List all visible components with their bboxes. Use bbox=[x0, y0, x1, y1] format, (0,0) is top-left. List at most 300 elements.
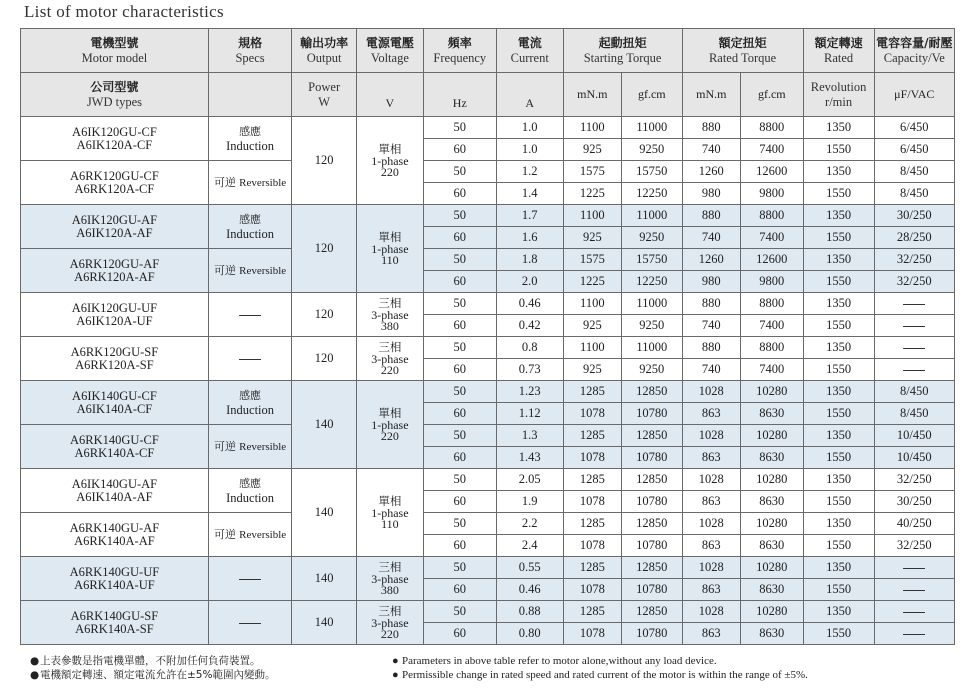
table-row bbox=[21, 161, 955, 183]
current-cell: 0.55 bbox=[496, 557, 563, 579]
power-cell: 120 bbox=[292, 117, 357, 205]
motor-model-name: A6RK140GU-AF bbox=[69, 520, 160, 535]
capacity-cell: 8/450 bbox=[874, 183, 954, 205]
phase-zh: 三相 bbox=[378, 560, 402, 574]
motor-model-cell bbox=[21, 557, 209, 601]
header-jwd-types: 公司型號 JWD types bbox=[21, 73, 209, 117]
voltage-cell bbox=[357, 381, 424, 469]
rated-speed-cell: 1350 bbox=[803, 425, 874, 447]
voltage-cell bbox=[357, 117, 424, 205]
reversible-zh: 可逆 bbox=[213, 263, 236, 277]
rated-torque-gfcm-cell: 10280 bbox=[741, 601, 804, 623]
table-row bbox=[21, 513, 955, 535]
capacity-cell: 6/450 bbox=[874, 139, 954, 161]
phase-en: 1-phase bbox=[371, 506, 409, 520]
specs-cell bbox=[208, 557, 291, 601]
specs-cell bbox=[208, 117, 291, 161]
motor-model-name: A6IK140GU-CF bbox=[72, 388, 157, 403]
rated-torque-gfcm-cell: 8800 bbox=[741, 205, 804, 227]
rated-speed-cell: 1550 bbox=[803, 271, 874, 293]
capacity-cell: 32/250 bbox=[874, 469, 954, 491]
header-power: 輸出功率 Output bbox=[292, 29, 357, 73]
motor-model-cell bbox=[21, 205, 209, 249]
dash-mark bbox=[239, 315, 261, 316]
phase-zh: 單相 bbox=[378, 406, 402, 420]
spec-en: Induction bbox=[226, 227, 275, 241]
header-frequency: 頻率 Frequency bbox=[423, 29, 496, 73]
capacity-cell: 40/250 bbox=[874, 513, 954, 535]
capacity-cell bbox=[874, 557, 954, 579]
rated-torque-gfcm-cell: 8800 bbox=[741, 293, 804, 315]
note-en-2: ● Permissible change in rated speed and rated current of the motor is within the range of ±5%. bbox=[392, 669, 808, 681]
spec-zh: 感應 bbox=[239, 389, 262, 402]
specs-cell bbox=[208, 161, 291, 205]
frequency-cell: 60 bbox=[423, 491, 496, 513]
phase-zh: 單相 bbox=[378, 494, 402, 508]
rated-torque-gfcm-cell: 12600 bbox=[741, 161, 804, 183]
voltage-value: 380 bbox=[380, 583, 399, 597]
reversible-zh: 可逆 bbox=[213, 439, 236, 453]
starting-torque-gfcm-cell: 10780 bbox=[622, 579, 683, 601]
starting-torque-gfcm-cell: 11000 bbox=[622, 117, 683, 139]
specs-cell bbox=[208, 293, 291, 337]
capacity-cell: 8/450 bbox=[874, 161, 954, 183]
frequency-cell: 60 bbox=[423, 227, 496, 249]
rated-speed-cell: 1550 bbox=[803, 183, 874, 205]
motor-model-cell bbox=[21, 381, 209, 425]
starting-torque-mnm-cell: 1285 bbox=[563, 381, 621, 403]
rated-speed-cell: 1350 bbox=[803, 557, 874, 579]
current-cell: 1.9 bbox=[496, 491, 563, 513]
current-cell: 2.4 bbox=[496, 535, 563, 557]
starting-torque-gfcm-cell: 10780 bbox=[622, 491, 683, 513]
capacity-cell bbox=[874, 579, 954, 601]
power-cell: 140 bbox=[292, 469, 357, 557]
starting-torque-mnm-cell: 1575 bbox=[563, 161, 621, 183]
rated-torque-gfcm-cell: 10280 bbox=[741, 469, 804, 491]
starting-torque-mnm-cell: 1078 bbox=[563, 403, 621, 425]
current-cell: 0.88 bbox=[496, 601, 563, 623]
rated-speed-cell: 1550 bbox=[803, 535, 874, 557]
starting-torque-mnm-cell: 1100 bbox=[563, 337, 621, 359]
current-cell: 1.0 bbox=[496, 117, 563, 139]
frequency-cell: 60 bbox=[423, 139, 496, 161]
starting-torque-gfcm-cell: 12850 bbox=[622, 381, 683, 403]
header-capacity: 電容容量/耐壓 Capacity/Ve bbox=[874, 29, 954, 73]
starting-torque-gfcm-cell: 11000 bbox=[622, 293, 683, 315]
motor-model-name: A6RK140A-SF bbox=[75, 621, 154, 636]
rated-torque-mnm-cell: 1028 bbox=[682, 381, 740, 403]
power-cell: 140 bbox=[292, 557, 357, 601]
table-row bbox=[21, 601, 955, 623]
current-cell: 1.23 bbox=[496, 381, 563, 403]
power-cell: 120 bbox=[292, 337, 357, 381]
dash-mark bbox=[903, 370, 925, 371]
frequency-cell: 50 bbox=[423, 117, 496, 139]
starting-torque-gfcm-cell: 10780 bbox=[622, 447, 683, 469]
phase-zh: 三相 bbox=[378, 340, 402, 354]
frequency-cell: 50 bbox=[423, 425, 496, 447]
current-cell: 1.3 bbox=[496, 425, 563, 447]
starting-torque-mnm-cell: 925 bbox=[563, 315, 621, 337]
starting-torque-mnm-cell: 1225 bbox=[563, 183, 621, 205]
starting-torque-mnm-cell: 1078 bbox=[563, 579, 621, 601]
motor-model-name: A6RK120A-AF bbox=[74, 269, 155, 284]
rated-torque-mnm-cell: 1028 bbox=[682, 469, 740, 491]
frequency-cell: 50 bbox=[423, 249, 496, 271]
dash-mark bbox=[903, 348, 925, 349]
current-cell: 1.7 bbox=[496, 205, 563, 227]
motor-model-name: A6RK140GU-CF bbox=[69, 432, 159, 447]
rated-speed-cell: 1350 bbox=[803, 381, 874, 403]
rated-torque-gfcm-cell: 9800 bbox=[741, 183, 804, 205]
frequency-cell: 50 bbox=[423, 337, 496, 359]
table-row bbox=[21, 425, 955, 447]
rated-torque-mnm-cell: 980 bbox=[682, 271, 740, 293]
rated-torque-mnm-cell: 1028 bbox=[682, 425, 740, 447]
spec-zh: 感應 bbox=[239, 125, 262, 138]
rated-torque-mnm-cell: 880 bbox=[682, 205, 740, 227]
starting-torque-mnm-cell: 925 bbox=[563, 227, 621, 249]
rated-torque-mnm-cell: 863 bbox=[682, 447, 740, 469]
starting-torque-mnm-cell: 1285 bbox=[563, 601, 621, 623]
starting-torque-mnm-cell: 1078 bbox=[563, 447, 621, 469]
phase-zh: 三相 bbox=[378, 604, 402, 618]
specs-cell bbox=[208, 337, 291, 381]
rated-speed-cell: 1550 bbox=[803, 139, 874, 161]
motor-model-name: A6RK140GU-UF bbox=[69, 564, 160, 579]
reversible-en: Reversible bbox=[239, 176, 287, 189]
rated-torque-gfcm-cell: 10280 bbox=[741, 381, 804, 403]
phase-en: 3-phase bbox=[371, 308, 409, 322]
frequency-cell: 50 bbox=[423, 381, 496, 403]
spec-en: Induction bbox=[226, 139, 275, 153]
power-cell: 140 bbox=[292, 381, 357, 469]
rated-torque-gfcm-cell: 9800 bbox=[741, 271, 804, 293]
rated-speed-cell: 1550 bbox=[803, 359, 874, 381]
capacity-cell: 32/250 bbox=[874, 271, 954, 293]
power-cell: 120 bbox=[292, 293, 357, 337]
motor-model-cell bbox=[21, 513, 209, 557]
frequency-cell: 60 bbox=[423, 315, 496, 337]
motor-model-cell bbox=[21, 469, 209, 513]
motor-model-name: A6IK120A-UF bbox=[76, 313, 153, 328]
header-motor-model: 電機型號 Motor model bbox=[21, 29, 209, 73]
motor-model-name: A6RK120A-SF bbox=[75, 357, 154, 372]
starting-torque-gfcm-cell: 12850 bbox=[622, 513, 683, 535]
capacity-cell: 32/250 bbox=[874, 535, 954, 557]
rated-torque-mnm-cell: 1028 bbox=[682, 513, 740, 535]
starting-torque-mnm-cell: 1285 bbox=[563, 425, 621, 447]
motor-model-cell bbox=[21, 117, 209, 161]
rated-torque-gfcm-cell: 8630 bbox=[741, 579, 804, 601]
starting-torque-gfcm-cell: 9250 bbox=[622, 359, 683, 381]
reversible-zh: 可逆 bbox=[213, 175, 236, 189]
spec-en: Induction bbox=[226, 403, 275, 417]
dash-mark bbox=[903, 568, 925, 569]
rated-torque-gfcm-cell: 8630 bbox=[741, 447, 804, 469]
rated-torque-mnm-cell: 863 bbox=[682, 403, 740, 425]
note-zh-2: ●電機額定轉速、額定電流允許在±5%範圍內變動。 bbox=[30, 669, 276, 681]
voltage-value: 220 bbox=[380, 429, 399, 443]
current-cell: 2.2 bbox=[496, 513, 563, 535]
reversible-zh: 可逆 bbox=[213, 527, 236, 541]
rated-torque-gfcm-cell: 7400 bbox=[741, 227, 804, 249]
specs-cell bbox=[208, 249, 291, 293]
rated-speed-cell: 1350 bbox=[803, 337, 874, 359]
specs-cell bbox=[208, 601, 291, 645]
frequency-cell: 60 bbox=[423, 447, 496, 469]
voltage-cell bbox=[357, 337, 424, 381]
header-rt-mnm: mN.m bbox=[682, 73, 740, 117]
current-cell: 1.6 bbox=[496, 227, 563, 249]
dash-mark bbox=[239, 579, 261, 580]
motor-characteristics-table bbox=[20, 28, 955, 645]
starting-torque-gfcm-cell: 12850 bbox=[622, 469, 683, 491]
capacity-cell bbox=[874, 359, 954, 381]
current-cell: 0.80 bbox=[496, 623, 563, 645]
motor-model-name: A6RK140A-UF bbox=[74, 577, 155, 592]
spec-en: Induction bbox=[226, 491, 275, 505]
phase-zh: 單相 bbox=[378, 142, 402, 156]
frequency-cell: 60 bbox=[423, 579, 496, 601]
voltage-value: 380 bbox=[380, 319, 399, 333]
current-cell: 1.12 bbox=[496, 403, 563, 425]
reversible-en: Reversible bbox=[239, 440, 287, 453]
capacity-cell bbox=[874, 337, 954, 359]
rated-torque-gfcm-cell: 12600 bbox=[741, 249, 804, 271]
current-cell: 0.46 bbox=[496, 293, 563, 315]
motor-model-name: A6RK120GU-CF bbox=[69, 168, 159, 183]
starting-torque-gfcm-cell: 12250 bbox=[622, 183, 683, 205]
header-capacity-unit: μF/VAC bbox=[874, 73, 954, 117]
frequency-cell: 50 bbox=[423, 293, 496, 315]
rated-speed-cell: 1350 bbox=[803, 205, 874, 227]
rated-speed-cell: 1350 bbox=[803, 513, 874, 535]
voltage-value: 110 bbox=[381, 253, 399, 267]
rated-torque-gfcm-cell: 10280 bbox=[741, 425, 804, 447]
motor-model-cell bbox=[21, 161, 209, 205]
capacity-cell bbox=[874, 601, 954, 623]
motor-model-name: A6IK120A-AF bbox=[76, 225, 153, 240]
header-rated-speed-unit: Revolution r/min bbox=[803, 73, 874, 117]
starting-torque-gfcm-cell: 10780 bbox=[622, 403, 683, 425]
table-row bbox=[21, 205, 955, 227]
capacity-cell: 32/250 bbox=[874, 249, 954, 271]
spec-zh: 感應 bbox=[239, 477, 262, 490]
starting-torque-mnm-cell: 1100 bbox=[563, 293, 621, 315]
phase-en: 1-phase bbox=[371, 242, 409, 256]
phase-en: 3-phase bbox=[371, 572, 409, 586]
starting-torque-mnm-cell: 1078 bbox=[563, 491, 621, 513]
voltage-cell bbox=[357, 557, 424, 601]
rated-torque-mnm-cell: 880 bbox=[682, 117, 740, 139]
rated-torque-mnm-cell: 880 bbox=[682, 337, 740, 359]
motor-model-cell bbox=[21, 601, 209, 645]
phase-en: 3-phase bbox=[371, 616, 409, 630]
motor-model-name: A6RK140A-CF bbox=[74, 445, 155, 460]
frequency-cell: 60 bbox=[423, 623, 496, 645]
dash-mark bbox=[903, 326, 925, 327]
rated-torque-gfcm-cell: 7400 bbox=[741, 139, 804, 161]
rated-speed-cell: 1350 bbox=[803, 249, 874, 271]
rated-torque-gfcm-cell: 7400 bbox=[741, 359, 804, 381]
dash-mark bbox=[903, 590, 925, 591]
rated-torque-mnm-cell: 1260 bbox=[682, 161, 740, 183]
table-row bbox=[21, 117, 955, 139]
header-st-gfcm: gf.cm bbox=[622, 73, 683, 117]
motor-model-name: A6RK120GU-SF bbox=[70, 344, 159, 359]
rated-speed-cell: 1550 bbox=[803, 623, 874, 645]
header-rt-gfcm: gf.cm bbox=[741, 73, 804, 117]
dash-mark bbox=[239, 359, 261, 360]
phase-en: 3-phase bbox=[371, 352, 409, 366]
specs-cell bbox=[208, 425, 291, 469]
starting-torque-mnm-cell: 925 bbox=[563, 139, 621, 161]
spec-zh: 感應 bbox=[239, 213, 262, 226]
specs-cell bbox=[208, 381, 291, 425]
voltage-value: 220 bbox=[380, 165, 399, 179]
rated-speed-cell: 1350 bbox=[803, 161, 874, 183]
motor-model-name: A6IK120GU-CF bbox=[72, 124, 157, 139]
specs-cell bbox=[208, 469, 291, 513]
frequency-cell: 60 bbox=[423, 183, 496, 205]
frequency-cell: 50 bbox=[423, 205, 496, 227]
rated-speed-cell: 1550 bbox=[803, 579, 874, 601]
starting-torque-gfcm-cell: 15750 bbox=[622, 161, 683, 183]
current-cell: 1.2 bbox=[496, 161, 563, 183]
motor-model-cell bbox=[21, 293, 209, 337]
motor-model-cell bbox=[21, 425, 209, 469]
note-zh-1: ●上表參數是指電機單體，不附加任何負荷裝置。 bbox=[30, 655, 261, 667]
header-current-unit: A bbox=[496, 73, 563, 117]
frequency-cell: 50 bbox=[423, 469, 496, 491]
rated-speed-cell: 1550 bbox=[803, 491, 874, 513]
starting-torque-gfcm-cell: 9250 bbox=[622, 315, 683, 337]
phase-en: 1-phase bbox=[371, 418, 409, 432]
capacity-cell bbox=[874, 293, 954, 315]
current-cell: 2.0 bbox=[496, 271, 563, 293]
header-voltage: 電源電壓 Voltage bbox=[357, 29, 424, 73]
rated-torque-mnm-cell: 980 bbox=[682, 183, 740, 205]
rated-torque-mnm-cell: 863 bbox=[682, 579, 740, 601]
motor-model-name: A6RK140GU-SF bbox=[70, 608, 159, 623]
rated-torque-gfcm-cell: 8800 bbox=[741, 337, 804, 359]
voltage-value: 110 bbox=[381, 517, 399, 531]
rated-torque-mnm-cell: 740 bbox=[682, 227, 740, 249]
rated-speed-cell: 1550 bbox=[803, 403, 874, 425]
frequency-cell: 50 bbox=[423, 513, 496, 535]
capacity-cell: 30/250 bbox=[874, 205, 954, 227]
note-en-1: ● Parameters in above table refer to motor alone,without any load device. bbox=[392, 655, 717, 667]
motor-model-name: A6RK120GU-AF bbox=[69, 256, 160, 271]
table-row bbox=[21, 293, 955, 315]
rated-torque-gfcm-cell: 8630 bbox=[741, 403, 804, 425]
capacity-cell: 28/250 bbox=[874, 227, 954, 249]
current-cell: 0.73 bbox=[496, 359, 563, 381]
starting-torque-mnm-cell: 1285 bbox=[563, 513, 621, 535]
header-current: 電流 Current bbox=[496, 29, 563, 73]
header-rated-speed: 額定轉速 Rated bbox=[803, 29, 874, 73]
motor-model-cell bbox=[21, 337, 209, 381]
frequency-cell: 60 bbox=[423, 359, 496, 381]
rated-torque-mnm-cell: 1260 bbox=[682, 249, 740, 271]
phase-en: 1-phase bbox=[371, 154, 409, 168]
rated-torque-gfcm-cell: 10280 bbox=[741, 557, 804, 579]
rated-speed-cell: 1350 bbox=[803, 469, 874, 491]
starting-torque-gfcm-cell: 10780 bbox=[622, 623, 683, 645]
motor-model-name: A6RK140A-AF bbox=[74, 533, 155, 548]
motor-model-name: A6IK140A-AF bbox=[76, 489, 153, 504]
capacity-cell: 8/450 bbox=[874, 403, 954, 425]
power-cell: 140 bbox=[292, 601, 357, 645]
header-power-unit: Power W bbox=[292, 73, 357, 117]
notes-english bbox=[392, 654, 808, 682]
starting-torque-mnm-cell: 1100 bbox=[563, 117, 621, 139]
notes-chinese bbox=[30, 654, 275, 682]
capacity-cell: 10/450 bbox=[874, 425, 954, 447]
reversible-en: Reversible bbox=[239, 528, 287, 541]
table-row bbox=[21, 337, 955, 359]
capacity-cell: 10/450 bbox=[874, 447, 954, 469]
starting-torque-mnm-cell: 1078 bbox=[563, 623, 621, 645]
table-row bbox=[21, 249, 955, 271]
frequency-cell: 60 bbox=[423, 403, 496, 425]
rated-speed-cell: 1350 bbox=[803, 601, 874, 623]
header-specs: 規格 Specs bbox=[208, 29, 291, 73]
capacity-cell bbox=[874, 315, 954, 337]
voltage-cell bbox=[357, 469, 424, 557]
starting-torque-gfcm-cell: 11000 bbox=[622, 337, 683, 359]
current-cell: 1.4 bbox=[496, 183, 563, 205]
starting-torque-gfcm-cell: 12250 bbox=[622, 271, 683, 293]
capacity-cell: 6/450 bbox=[874, 117, 954, 139]
header-st-mnm: mN.m bbox=[563, 73, 621, 117]
starting-torque-gfcm-cell: 12850 bbox=[622, 425, 683, 447]
rated-torque-mnm-cell: 740 bbox=[682, 139, 740, 161]
specs-cell bbox=[208, 205, 291, 249]
header-rated-torque: 額定扭矩 Rated Torque bbox=[682, 29, 803, 73]
starting-torque-gfcm-cell: 11000 bbox=[622, 205, 683, 227]
frequency-cell: 50 bbox=[423, 161, 496, 183]
current-cell: 1.43 bbox=[496, 447, 563, 469]
starting-torque-gfcm-cell: 10780 bbox=[622, 535, 683, 557]
phase-zh: 三相 bbox=[378, 296, 402, 310]
rated-torque-mnm-cell: 1028 bbox=[682, 557, 740, 579]
rated-torque-gfcm-cell: 8630 bbox=[741, 535, 804, 557]
dash-mark bbox=[239, 623, 261, 624]
motor-model-name: A6IK120GU-UF bbox=[71, 300, 158, 315]
starting-torque-gfcm-cell: 12850 bbox=[622, 557, 683, 579]
voltage-cell bbox=[357, 293, 424, 337]
rated-speed-cell: 1550 bbox=[803, 447, 874, 469]
header-voltage-unit: V bbox=[357, 73, 424, 117]
motor-model-name: A6IK140GU-AF bbox=[71, 476, 158, 491]
dash-mark bbox=[903, 634, 925, 635]
rated-torque-gfcm-cell: 7400 bbox=[741, 315, 804, 337]
starting-torque-mnm-cell: 1225 bbox=[563, 271, 621, 293]
motor-model-name: A6IK140A-CF bbox=[76, 401, 153, 416]
starting-torque-mnm-cell: 1100 bbox=[563, 205, 621, 227]
current-cell: 2.05 bbox=[496, 469, 563, 491]
reversible-en: Reversible bbox=[239, 264, 287, 277]
rated-torque-gfcm-cell: 8630 bbox=[741, 491, 804, 513]
motor-model-cell bbox=[21, 249, 209, 293]
starting-torque-gfcm-cell: 9250 bbox=[622, 227, 683, 249]
starting-torque-gfcm-cell: 15750 bbox=[622, 249, 683, 271]
rated-torque-mnm-cell: 740 bbox=[682, 359, 740, 381]
rated-torque-mnm-cell: 740 bbox=[682, 315, 740, 337]
